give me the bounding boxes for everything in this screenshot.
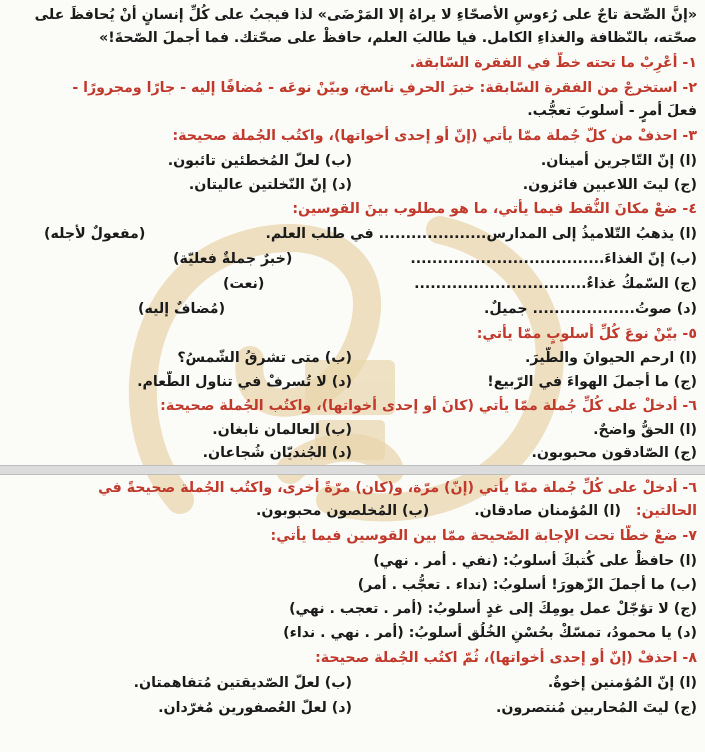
question-7-item: (د) يا محمودُ، تمسّكْ بحُسْنِ الخُلُق أسلوبُ: (أمر . نهي . نداء) — [283, 625, 697, 641]
list-item: (ب) المُخلصون محبوبون. — [256, 503, 430, 519]
question-6b-row — [8, 500, 697, 523]
item-text: (ب) إنّ الغذاءَ.................................... — [410, 251, 697, 267]
list-item: (ب) متى تشرقُ الشّمسُ؟ — [177, 350, 352, 366]
question-8-row — [8, 672, 697, 695]
list-item: (ا) المُؤمنان صادقان. — [474, 503, 621, 519]
item-text: (ا) يذهبُ التّلاميذُ إلى المدارس.................... في طلب العلم. — [265, 226, 697, 242]
list-item: (ب) العالمان نابغان. — [212, 422, 352, 438]
list-item: (د) إنّ النّخلتين عاليتان. — [188, 177, 352, 193]
list-item: (ا) إنّ المُؤمنين إخوةٌ. — [547, 675, 697, 691]
question-6a-title: ٦- أدخلْ على كُلِّ جُملة ممّا يأتي (كانَ أو إحدى أخواتها)، واكتُب الجُملة صحيحة: — [160, 398, 697, 414]
item-target: (نعت) — [223, 276, 265, 292]
question-4-item — [8, 223, 697, 246]
list-item: (ج) ليتَ اللاعبين فائزون. — [522, 177, 697, 193]
item-text: (د) صوتُ................... جميلٌ. — [484, 301, 697, 317]
question-3-row — [8, 174, 697, 197]
question-7-title: ٧- ضعْ خطًّا تحت الإجابة الصّحيحة ممّا بين القوسين فيما يأتي: — [270, 528, 697, 544]
question-1: ١- أعْرِبْ ما تحته خطٌّ في الفقرة السّابقة. — [409, 55, 697, 71]
question-4-item — [8, 248, 697, 271]
section-divider — [0, 465, 705, 475]
list-item: (ب) لعلّ المُخطئين تائبون. — [167, 153, 352, 169]
item-target: (مفعولٌ لأجله) — [44, 226, 146, 242]
question-5-row — [8, 371, 697, 394]
question-5-title: ٥- بيّنْ نوعَ كُلِّ أُسلوبٍ ممّا يأتي: — [476, 326, 697, 342]
question-2-line-1: ٢- استخرجْ من الفقرة السّابقة: خبرَ الحرفِ ناسخ، وبيّنْ نوعَه - مُضافًا إليه - جارًا ومجرورًا - — [72, 80, 697, 96]
question-3-title: ٣- احذفْ من كلّ جُملة ممّا يأتي (إنّ أو إحدى أخواتها)، واكتُب الجُملة صحيحة: — [172, 128, 697, 144]
question-6b-title: ٦- أدخلْ على كُلِّ جُملة ممّا يأتي (إنّ) مرّة، و(كان) مرّةً أخرى، واكتُب الجُملة صحيحةً في — [98, 480, 697, 496]
question-4-title: ٤- ضعْ مكانَ النُّقط فيما يأتي، ما هو مطلوب بينَ القوسين: — [292, 201, 697, 217]
list-item: (د) لعلّ العُصفورين مُغرّدان. — [158, 700, 352, 716]
list-item: (ب) لعلّ الصّديقتين مُتفاهمتان. — [133, 675, 352, 691]
intro-line-1: «إنَّ الصِّحة تاجٌ على رُءوسِ الأصحّاءِ لا يراهُ إلا المَرْضَى» لذا فيجبُ على كُلِّ إنسانٍ أنْ يُحافظَ على — [34, 7, 697, 23]
item-target: (مُضافٌ إليه) — [138, 301, 226, 317]
question-6a-row — [8, 419, 697, 442]
question-7-item: (ب) ما أجملَ الزّهورَ! أسلوبُ: (نداء . تعجُّب . أمر) — [357, 577, 697, 593]
item-target: (خبرٌ جملةٌ فعليّة) — [173, 251, 293, 267]
list-item: (د) لا تُسرفْ في تناول الطّعام. — [137, 374, 352, 390]
list-item: (ا) الحقُّ واضحٌ. — [593, 422, 697, 438]
question-3-row — [8, 150, 697, 173]
question-4-item — [8, 273, 697, 296]
list-item: (ج) ما أجملَ الهواءَ في الرّبيع! — [487, 374, 697, 390]
intro-line-2: صحّته، بالنّظافة والغذاءِ الكامل. فيا طالبَ العلم، حافظْ على صحّتك. فما أجملَ الصّحةَ!» — [99, 30, 697, 46]
question-4-item — [8, 298, 697, 321]
question-7-item: (ج) لا تؤجّلْ عمل يومِكَ إلى غدٍ أسلوبُ: (أمر . تعجب . نهي) — [289, 601, 697, 617]
question-7-item: (ا) حافظْ على كُتبكَ أسلوبُ: (نفي . أمر . نهي) — [373, 553, 697, 569]
question-8-row — [8, 697, 697, 720]
list-item: (ج) ليتَ المُحاربين مُنتصرون. — [496, 700, 697, 716]
question-5-row — [8, 347, 697, 370]
item-text: (ج) السّمكُ غذاءٌ................................ — [414, 276, 697, 292]
list-item: (ج) الصّادقون محبوبون. — [531, 445, 697, 461]
list-item: (د) الجُنديّان شُجاعان. — [202, 445, 352, 461]
list-item: (ا) إنّ التّاجرين أمينان. — [540, 153, 697, 169]
question-2-line-2: فعلَ أمرٍ - أُسلوبَ تعجُّب. — [527, 103, 697, 119]
question-6b-label: الحالتين: — [635, 503, 697, 519]
question-6a-row — [8, 442, 697, 465]
list-item: (ا) ارحم الحيوانَ والطّيرَ. — [525, 350, 697, 366]
question-8-title: ٨- احذفْ (إنّ أو إحدى أخواتها)، ثُمّ اكتُب الجُملة صحيحة: — [315, 650, 697, 666]
